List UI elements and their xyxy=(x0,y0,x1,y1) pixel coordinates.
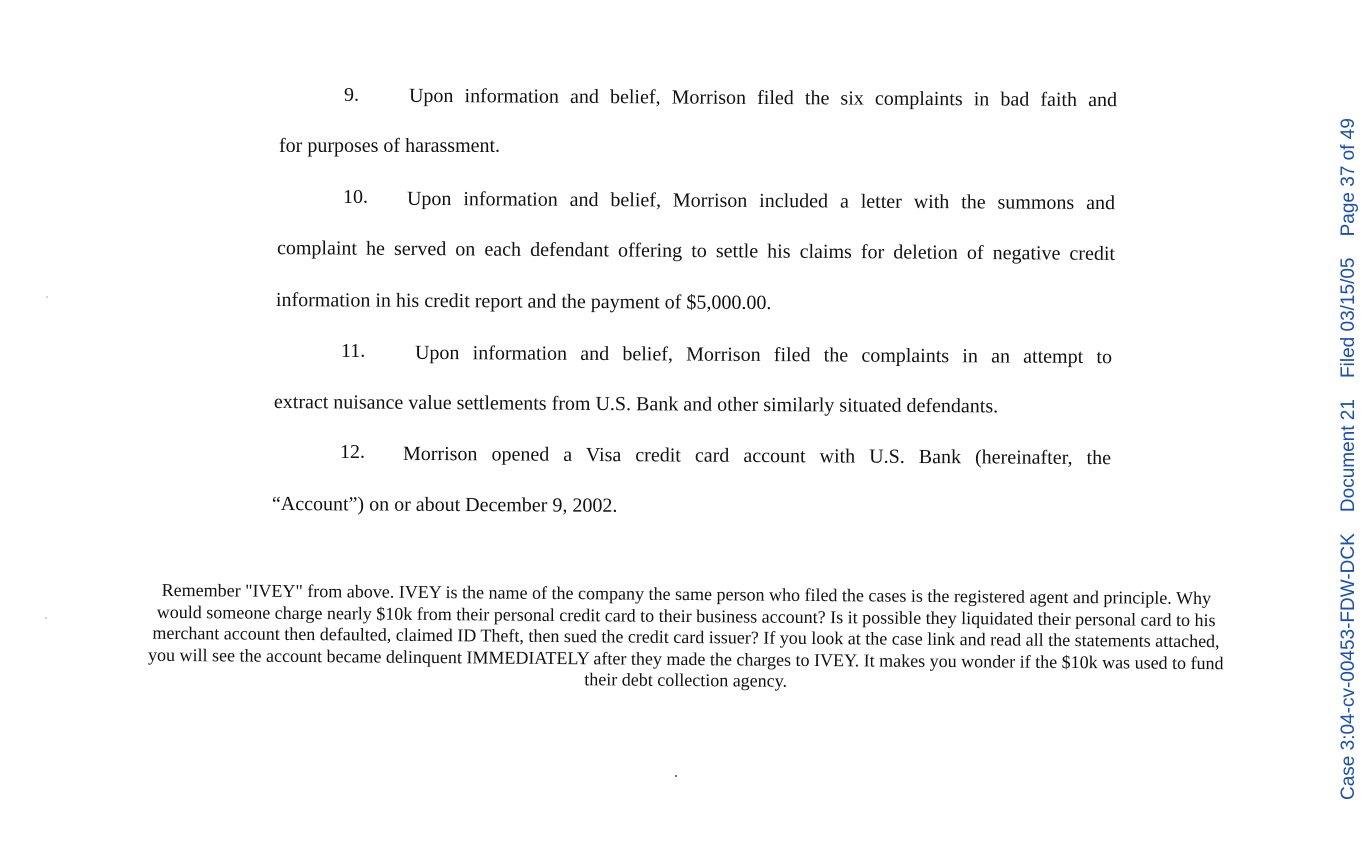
annotation-line: you will see the account became delinquent IMMEDIATELY after they made the charges to IVEY. It makes you wonder if the $10k was used to fund xyxy=(147,644,1224,673)
speck xyxy=(675,775,677,777)
paragraph-line: Upon information and belief, Morrison filed the complaints in an attempt to xyxy=(414,341,1113,369)
filing-header-stamp xyxy=(1338,100,1360,800)
paragraph-line: Morrison opened a Visa credit card account with U.S. Bank (hereinafter, the xyxy=(402,442,1112,470)
paragraph-line: Upon information and belief, Morrison included a letter with the summons and xyxy=(406,187,1116,215)
paragraph-number: 11. xyxy=(341,340,366,362)
paragraph-line: for purposes of harassment. xyxy=(279,135,501,157)
paragraph-number: 10. xyxy=(343,186,368,208)
document-number: Document 21 xyxy=(1338,399,1359,513)
paragraph-line: “Account”) on or about December 9, 2002. xyxy=(271,493,618,517)
speck xyxy=(46,296,48,298)
filed-date: Filed 03/15/05 xyxy=(1338,257,1359,378)
paragraph-number: 9. xyxy=(344,84,359,106)
annotation-line: their debt collection agency. xyxy=(584,669,788,691)
annotation-comment xyxy=(40,579,1333,697)
paragraph-number: 12. xyxy=(340,441,365,463)
page-indicator: Page 37 of 49 xyxy=(1338,118,1359,237)
paragraph-line: extract nuisance value settlements from U.S. Bank and other similarly situated defendants. xyxy=(273,391,999,418)
paragraph-line: Upon information and belief, Morrison filed the six complaints in bad faith and xyxy=(408,84,1118,112)
annotation-line: merchant account then defaulted, claimed ID Theft, then sued the credit card issuer? If you look at the case link and read all the statements attached, xyxy=(152,622,1220,652)
paragraph-line: information in his credit report and the payment of $5,000.00. xyxy=(275,289,772,315)
case-number: Case 3:04-cv-00453-FDW-DCK xyxy=(1338,533,1359,800)
annotation-line: would someone charge nearly $10k from their personal credit card to their business account? Is it possible they liquidated their personal card to his xyxy=(156,601,1216,630)
annotation-line: Remember "IVEY" from above. IVEY is the name of the company the same person who filed the cases is the registered agent and principle. Why xyxy=(161,579,1212,609)
paragraph-line: complaint he served on each defendant offering to settle his claims for deletion of negative credit xyxy=(276,237,1116,265)
